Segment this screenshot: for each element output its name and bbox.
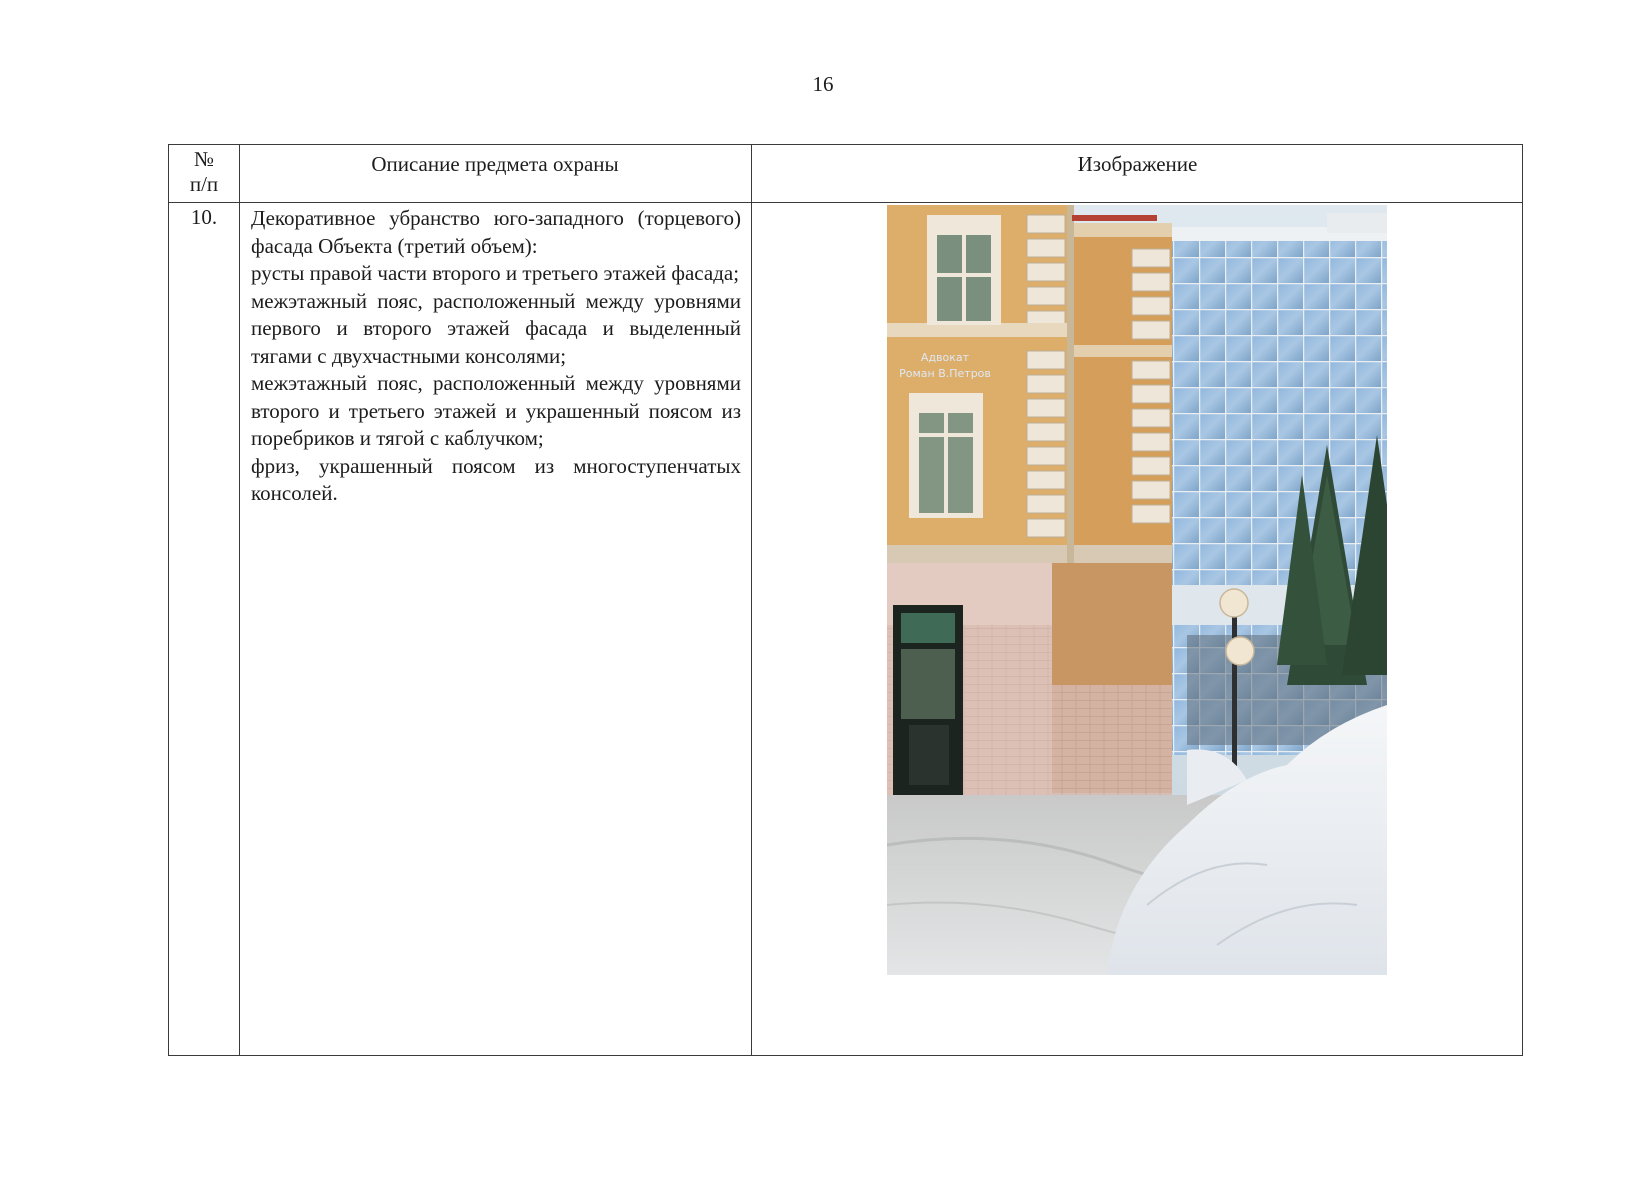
sign-line-2: Роман В.Петров (899, 367, 991, 380)
sign-line-1: Адвокат (920, 351, 970, 364)
facade-photo-drawing (887, 205, 1387, 975)
row-description (251, 205, 741, 508)
protection-table (168, 144, 1523, 1056)
description-line: Декоративное убранство юго-западного (торцевого) фасада Объекта (третий объем): (251, 206, 741, 258)
page-number: 16 (812, 72, 834, 96)
header-number-abbr: п/п (189, 172, 219, 196)
header-description: Описание предмета охраны (371, 152, 619, 176)
header-number-symbol: № (193, 147, 215, 171)
row-number: 10. (190, 205, 218, 229)
facade-photo (887, 205, 1387, 975)
header-image: Изображение (1077, 152, 1198, 176)
description-line: межэтажный пояс, расположенный между уровнями первого и второго этажей фасада и выделенный тягами с двухчастными консолями; (251, 288, 741, 368)
description-line: межэтажный пояс, расположенный между уровнями второго и третьего этажей и украшенный поясом из поребриков и тягой с каблучком; (251, 371, 741, 450)
description-line: фриз, украшенный поясом из многоступенчатых консолей. (251, 453, 741, 505)
header-number (169, 147, 239, 204)
column-divider (751, 145, 752, 1055)
column-divider (239, 145, 240, 1055)
description-line: русты правой части второго и третьего этажей фасада; (251, 261, 740, 285)
